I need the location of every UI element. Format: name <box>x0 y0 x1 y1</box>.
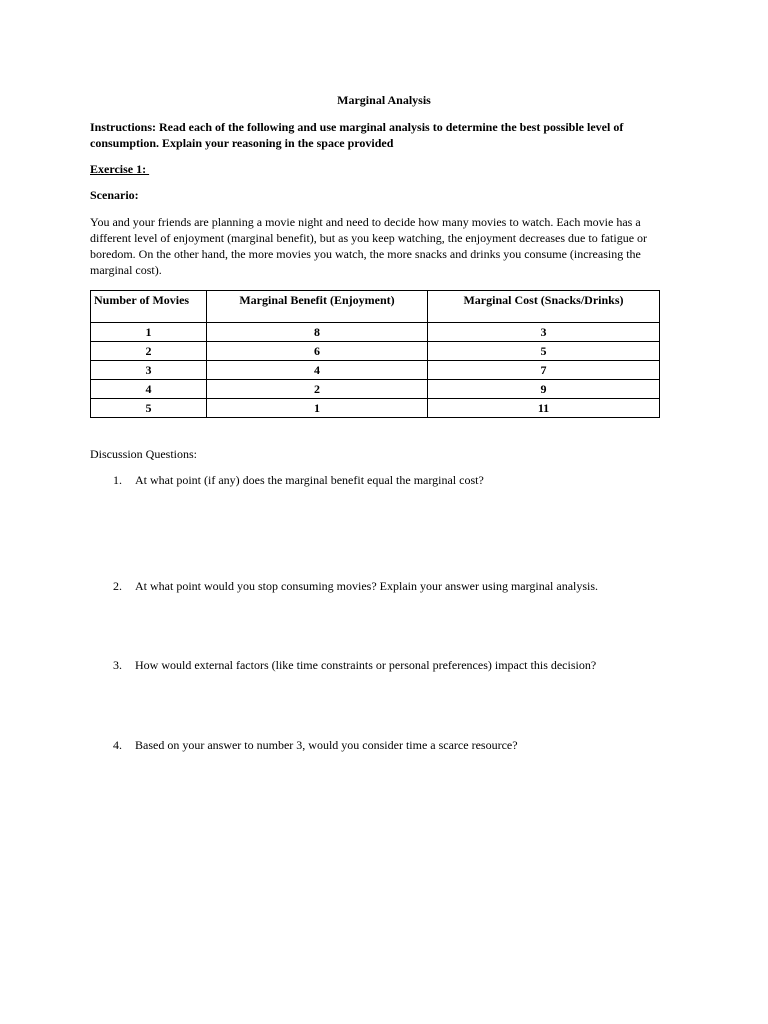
exercise-heading: Exercise 1: <box>90 162 150 176</box>
table-cell: 3 <box>428 323 660 342</box>
discussion-heading: Discussion Questions: <box>90 447 198 461</box>
table-cell: 5 <box>91 399 207 418</box>
table-row <box>91 399 660 418</box>
table-cell: 9 <box>428 380 660 399</box>
table-cell: 6 <box>207 342 428 361</box>
table-row <box>91 361 660 380</box>
table-cell: 4 <box>207 361 428 380</box>
table-cell: 2 <box>91 342 207 361</box>
table-row <box>91 342 660 361</box>
table-header-cell: Marginal Benefit (Enjoyment) <box>207 291 428 323</box>
scenario-text: You and your friends are planning a movie night and need to decide how many movies to watch. Each movie has a different level of enjoyment (marginal benefit), but as you keep watching, the enjoyment decreases due to fatigue or boredom. On the other hand, the more movies you watch, the more snacks and drinks you consume (increasing the marginal cost). <box>90 215 648 277</box>
scenario-label: Scenario: <box>90 188 139 202</box>
question-number: 1. <box>113 473 122 487</box>
table-cell: 8 <box>207 323 428 342</box>
table-cell: 3 <box>91 361 207 380</box>
table-header-cell: Marginal Cost (Snacks/Drinks) <box>428 291 660 323</box>
question-number: 2. <box>113 579 122 593</box>
table-cell: 5 <box>428 342 660 361</box>
question-number: 3. <box>113 658 122 672</box>
question-number: 4. <box>113 738 122 752</box>
table-cell: 1 <box>207 399 428 418</box>
question-text: At what point would you stop consuming movies? Explain your answer using marginal analysis. <box>135 579 599 593</box>
question-text: At what point (if any) does the marginal benefit equal the marginal cost? <box>135 473 484 487</box>
table-header-cell: Number of Movies <box>91 291 207 323</box>
document-title: Marginal Analysis <box>337 93 431 107</box>
question-text: Based on your answer to number 3, would you consider time a scarce resource? <box>135 738 518 752</box>
question-text: How would external factors (like time constraints or personal preferences) impact this decision? <box>135 658 597 672</box>
table-cell: 11 <box>428 399 660 418</box>
table-header-row <box>91 291 660 323</box>
table-cell: 2 <box>207 380 428 399</box>
instructions-text: Instructions: Read each of the following and use marginal analysis to determine the best possible level of consumption. Explain your reasoning in the space provided <box>90 120 624 150</box>
table-cell: 7 <box>428 361 660 380</box>
table-cell: 1 <box>91 323 207 342</box>
movies-table <box>90 290 660 418</box>
table-row <box>91 323 660 342</box>
table-cell: 4 <box>91 380 207 399</box>
table-row <box>91 380 660 399</box>
